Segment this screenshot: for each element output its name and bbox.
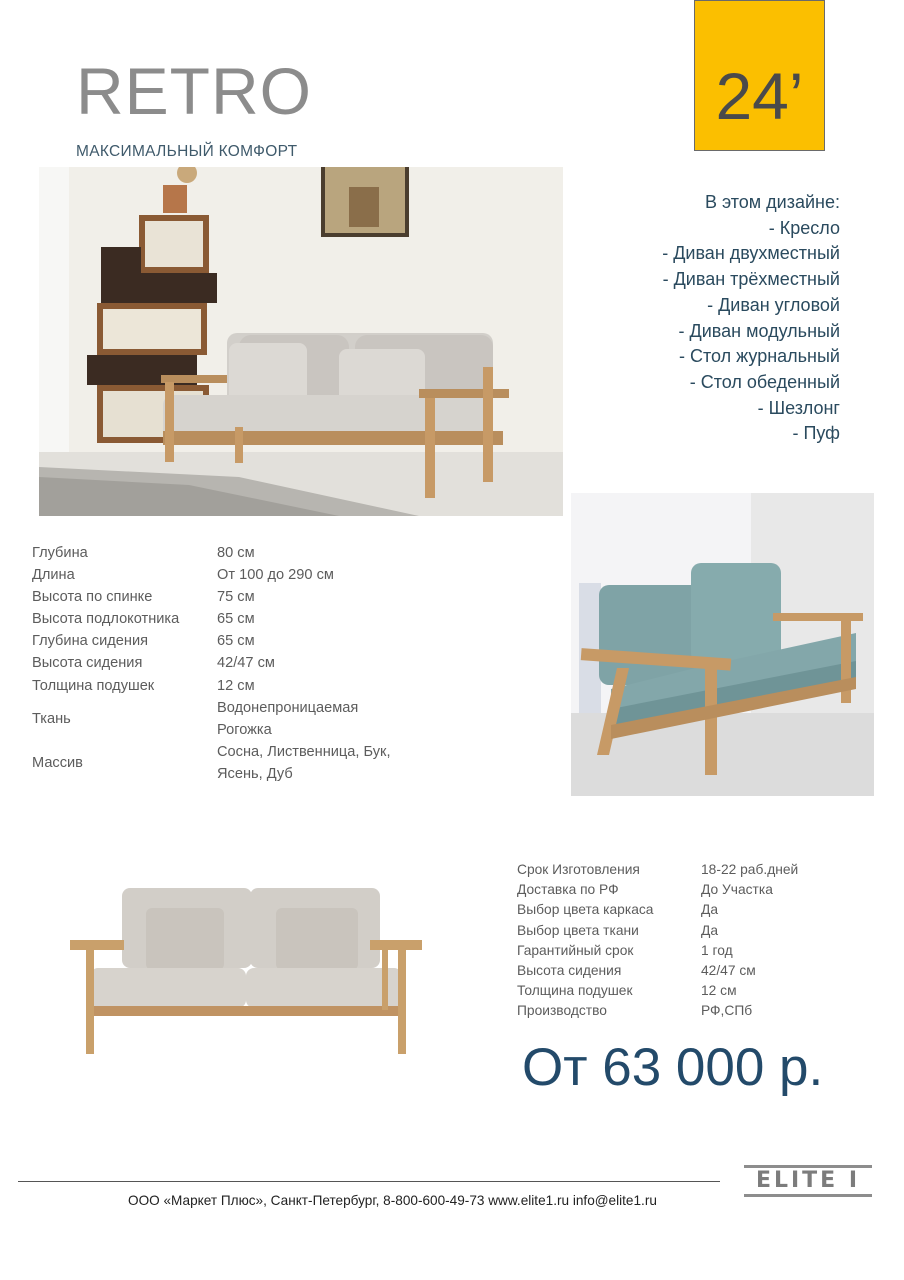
photo-living-room-sofa <box>39 167 563 516</box>
spec-value: Ясень, Дуб <box>217 765 293 782</box>
info-label: Срок Изготовления <box>517 862 640 877</box>
info-label: Выбор цвета каркаса <box>517 902 654 918</box>
spec-value: 42/47 см <box>217 655 275 672</box>
spec-value: От 100 до 290 см <box>217 567 334 584</box>
design-list-item: - Диван трёхместный <box>662 269 840 290</box>
design-list-item: - Диван модульный <box>678 320 840 341</box>
spec-value: 65 см <box>217 611 255 628</box>
spec-label: Высота подлокотника <box>32 611 180 628</box>
design-list-item: - Диван двухместный <box>662 243 840 264</box>
design-list <box>662 190 840 447</box>
footer-contacts: ООО «Маркет Плюс», Санкт-Петербург, 8-800-600-49-73 www.elite1.ru info@elite1.ru <box>128 1193 657 1208</box>
year-badge-text: 24’ <box>715 59 804 133</box>
info-value: 1 год <box>701 942 733 958</box>
page-title: RETRO <box>76 54 312 128</box>
info-value: 18-22 раб.дней <box>701 862 799 877</box>
spec-value: 75 см <box>217 589 255 606</box>
design-list-item: - Пуф <box>792 423 840 444</box>
design-list-item: - Стол журнальный <box>679 346 840 367</box>
spec-label: Ткань <box>32 710 71 727</box>
spec-value: 80 см <box>217 545 255 561</box>
info-label: Доставка по РФ <box>517 882 619 898</box>
photo-teal-sofa <box>571 493 874 796</box>
spec-label: Высота по спинке <box>32 589 153 606</box>
info-label: Толщина подушек <box>517 983 633 999</box>
year-badge <box>694 0 825 151</box>
spec-label: Толщина подушек <box>32 677 155 694</box>
info-label: Высота сидения <box>517 962 622 978</box>
design-list-item: - Диван угловой <box>707 294 840 315</box>
spec-label: Длина <box>32 567 75 584</box>
footer-divider <box>18 1181 720 1182</box>
spec-label: Глубина <box>32 545 88 561</box>
design-list-item: - Стол обеденный <box>689 371 840 392</box>
page-subtitle: МАКСИМАЛЬНЫЙ КОМФОРТ <box>76 143 298 160</box>
spec-value: 12 см <box>217 677 255 694</box>
info-label: Выбор цвета ткани <box>517 922 639 938</box>
info-label: Гарантийный срок <box>517 942 634 958</box>
design-list-heading: В этом дизайне: <box>704 192 840 212</box>
info-value: До Участка <box>701 882 773 898</box>
info-value: 12 см <box>701 983 737 999</box>
spec-value: Рогожка <box>217 721 272 738</box>
photo-sofa-cutout <box>66 880 426 1060</box>
info-value: Да <box>701 922 719 938</box>
design-list-item: - Кресло <box>768 217 840 238</box>
spec-label: Высота сидения <box>32 655 143 672</box>
info-value: Да <box>701 902 719 918</box>
spec-label: Глубина сидения <box>32 633 148 650</box>
elite-logo: ELITE I <box>744 1165 872 1197</box>
info-label: Производство <box>517 1003 607 1019</box>
spec-value: Сосна, Лиственница, Бук, <box>217 743 391 760</box>
info-value: РФ,СПб <box>701 1003 753 1019</box>
spec-value: 65 см <box>217 633 255 650</box>
design-list-item: - Шезлонг <box>757 397 840 418</box>
spec-label: Массив <box>32 754 83 771</box>
spec-value: Водонепроницаемая <box>217 699 359 716</box>
price: От 63 000 р. <box>522 1038 824 1097</box>
info-value: 42/47 см <box>701 962 756 978</box>
